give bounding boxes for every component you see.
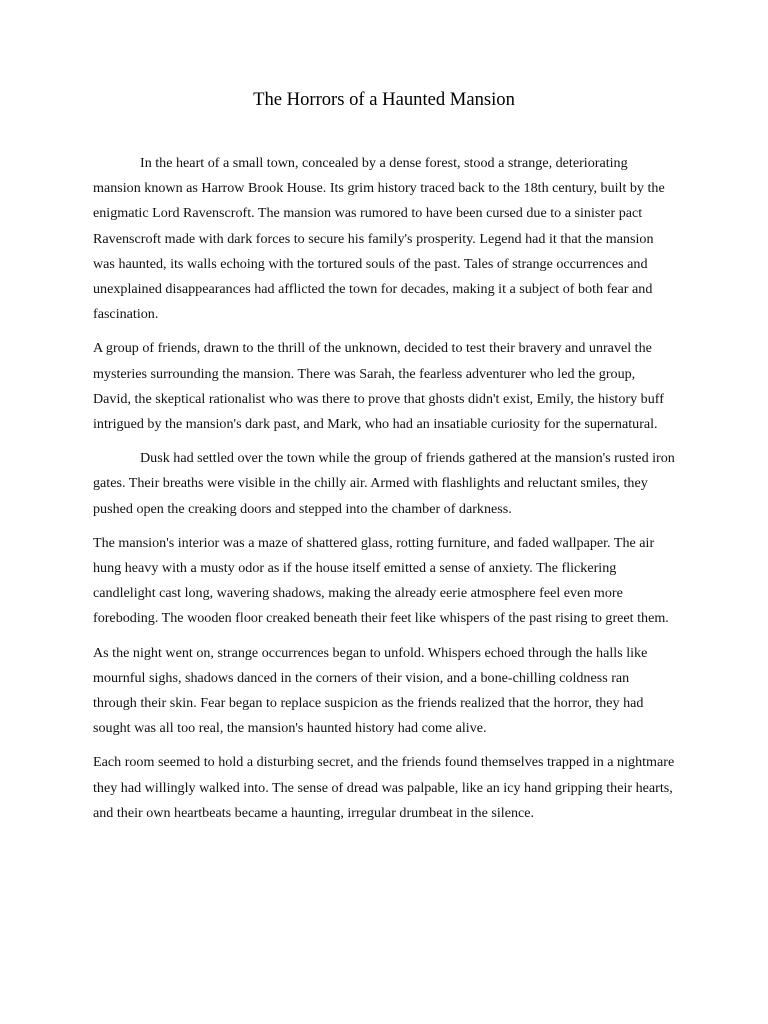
paragraph-1: In the heart of a small town, concealed by a dense forest, stood a strange, deteriorating mansion known as Harrow Brook House. Its grim history traced back to the 18th century, built by the enigmatic Lord Ravenscroft. The mansion was rumored to have been cursed due to a sinister pact Ravenscroft made with dark forces to secure his family's prosperity. Legend had it that the mansion was haunted, its walls echoing with the tortured souls of the past. Tales of strange occurrences and unexplained disappearances had afflicted the town for decades, making it a subject of both fear and fascination.	[93, 155, 665, 323]
paragraph-6: Each room seemed to hold a disturbing secret, and the friends found themselves trapped in a nightmare they had willingly walked into. The sense of dread was palpable, like an icy hand gripping their hearts, and their own heartbeats became a haunting, irregular drumbeat in the silence.	[93, 754, 675, 821]
paragraph-4: The mansion's interior was a maze of shattered glass, rotting furniture, and faded wallpaper. The air hung heavy with a musty odor as if the house itself emitted a sense of anxiety. The flickering candlelight cast long, wavering shadows, making the already eerie atmosphere feel even more foreboding. The wooden floor creaked beneath their feet like whispers of the past rising to greet them.	[93, 534, 669, 627]
document-body	[93, 151, 676, 835]
paragraph-5: As the night went on, strange occurrences began to unfold. Whispers echoed through the halls like mournful sighs, shadows danced in the corners of their vision, and a bone-chilling coldness ran through their skin. Fear began to replace suspicion as the friends realized that the horror, they had sought was all too real, the mansion's haunted history had come alive.	[93, 644, 648, 737]
paragraph-3: Dusk had settled over the town while the group of friends gathered at the mansion's rusted iron gates. Their breaths were visible in the chilly air. Armed with flashlights and reluctant smiles, they pushed open the creaking doors and stepped into the chamber of darkness.	[93, 450, 675, 517]
paragraph-2: A group of friends, drawn to the thrill of the unknown, decided to test their bravery and unravel the mysteries surrounding the mansion. There was Sarah, the fearless adventurer who led the group, David, the skeptical rationalist who was there to prove that ghosts didn't exist, Emily, the history buff intrigued by the mansion's dark past, and Mark, who had an insatiable curiosity for the supernatural.	[93, 340, 664, 433]
document-title: The Horrors of a Haunted Mansion	[253, 89, 515, 110]
